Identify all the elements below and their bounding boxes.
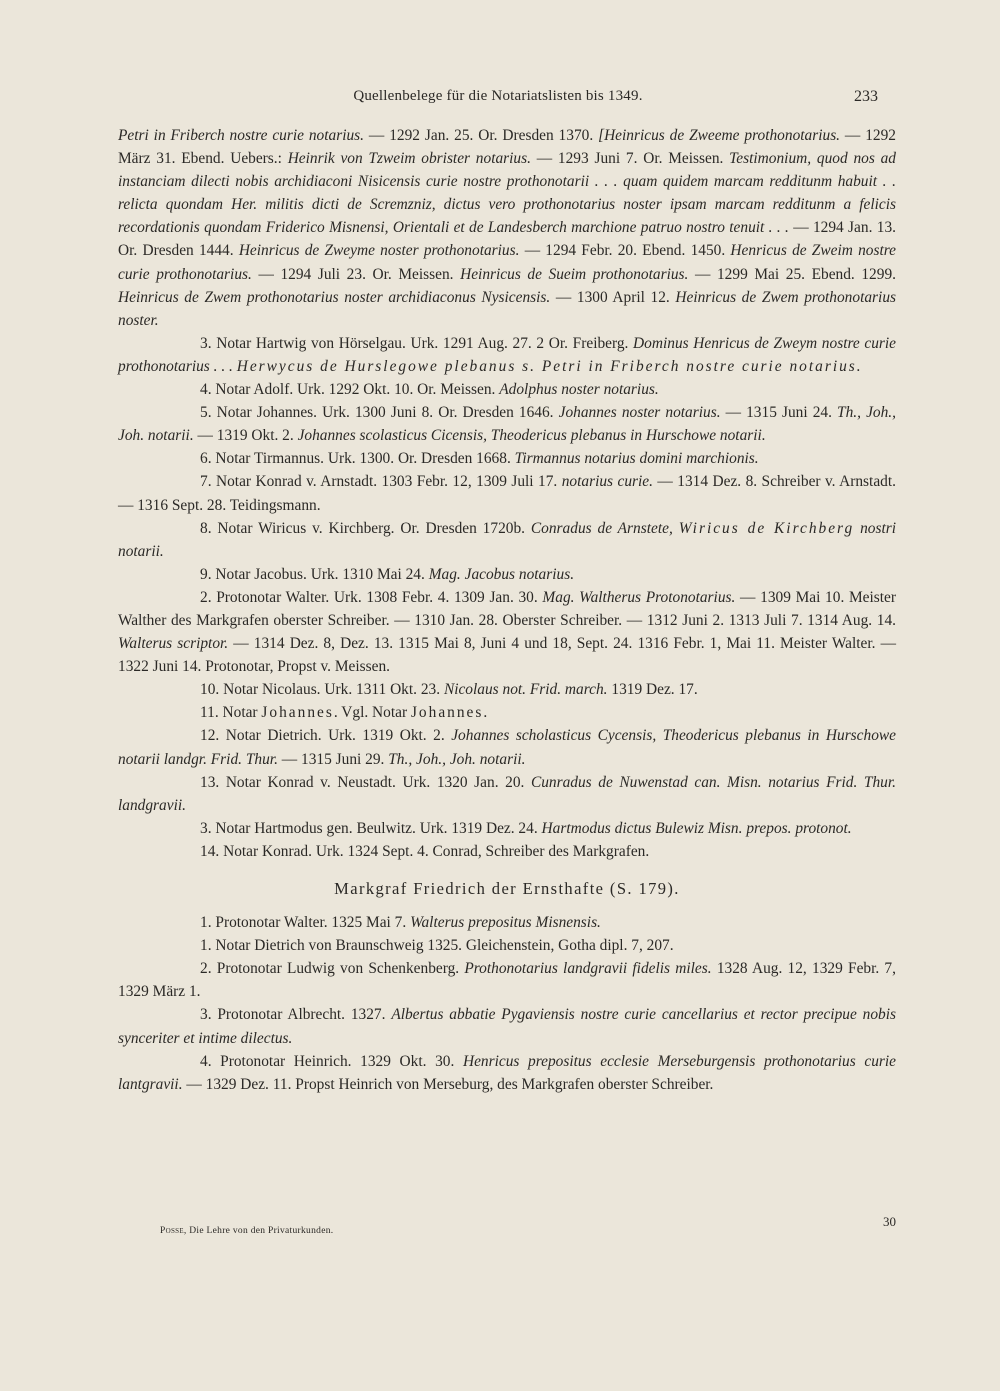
paragraph (118, 771, 896, 817)
text-run: 2. Protonotar Walter. Urk. 1308 Febr. 4. 1309 Jan. 30. (200, 588, 543, 606)
text-run: Markgraf Friedrich der Ernsthafte (S. 179). (334, 879, 680, 898)
text-run: — 1315 Juni 24. (720, 404, 838, 422)
text-run: 1328 Aug. 12, 1329 Febr. 7, 1329 März 1. (118, 960, 896, 1001)
latin-quote: Prothonotarius landgravii fidelis miles. (464, 960, 712, 978)
latin-quote: Conradus de Arnstete, (530, 519, 679, 537)
latin-quote: notarius curie. (561, 473, 653, 491)
text-run: — 1299 Mai 25. Ebend. 1299. (688, 265, 896, 283)
paragraph (118, 401, 896, 447)
latin-quote: Th., Joh., Joh. notarii. (388, 750, 526, 768)
text-run: — 1294 Jan. 13. Or. Dresden 1444. (118, 219, 896, 260)
latin-quote: Johannes scholasticus Cycensis, Theodericus plebanus in Hurschowe notarii landgr. Frid. Thur. (118, 727, 896, 768)
text-run: — 1315 Juni 29. (277, 750, 389, 768)
latin-quote: nostri notarii. (118, 519, 896, 560)
latin-quote: Mag. Jacobus notarius. (428, 565, 575, 583)
latin-quote: Hartmodus dictus Bulewiz Misn. prepos. protonot. (541, 819, 852, 837)
latin-quote: Herwycus de Hurslegowe plebanus s. Petri in Friberch nostre curie notarius. (236, 357, 863, 375)
paragraph (118, 517, 896, 563)
paragraph (118, 817, 896, 840)
running-title: Quellenbelege für die Notariatslisten bis 1349. (353, 88, 643, 104)
latin-quote: Heinricus de Zweyme noster prothonotarius. (238, 242, 520, 260)
body-text (118, 124, 896, 1096)
latin-quote: Tirmannus notarius domini marchionis. (514, 450, 759, 468)
latin-quote: Johannes noster notarius. (558, 404, 721, 422)
text-run: 1. Protonotar Walter. 1325 Mai 7. (200, 914, 411, 932)
paragraph (118, 586, 896, 678)
text-run: — 1294 Febr. 20. Ebend. 1450. (519, 242, 731, 260)
latin-quote: Henricus prepositus ecclesie Merseburgensis prothonotarius curie lantgravii. (118, 1052, 897, 1093)
latin-quote: Heinricus de Zwem prothonotarius noster archidiaconus Nysicensis. (118, 288, 551, 306)
text-run: Johannes (261, 704, 334, 722)
page-number: 233 (854, 88, 878, 105)
paragraph (118, 563, 896, 586)
latin-quote: Dominus Henricus de Zweym nostre curie prothonotarius . . . (118, 334, 896, 375)
footer-title: Die Lehre von den Privaturkunden. (186, 1226, 334, 1236)
text-run: 4. Protonotar Heinrich. 1329 Okt. 30. (200, 1052, 463, 1070)
sheet-signature: 30 (883, 1214, 896, 1229)
latin-quote: Walterus scriptor. (118, 635, 229, 653)
text-run: . (483, 704, 488, 722)
paragraph (118, 447, 896, 470)
text-run: — 1292 Jan. 25. Or. Dresden 1370. (364, 127, 599, 144)
latin-quote: Walterus prepositus Misnensis. (410, 914, 601, 932)
paragraph (118, 1050, 896, 1096)
latin-quote: Albertus abbatie Pygaviensis nostre curie cancellarius et rector precipue nobis synceriter et intime dilectus. (118, 1006, 896, 1047)
paragraph (118, 911, 896, 934)
latin-quote: Johannes scolasticus Cicensis, Theodericus plebanus in Hurschowe notarii. (297, 427, 766, 445)
text-run: Johannes (410, 704, 484, 722)
text-run: 3. Notar Hartwig von Hörselgau. Urk. 1291 Aug. 27. 2 Or. Freiberg. (200, 334, 634, 352)
text-run: . Vgl. Notar (333, 704, 411, 722)
text-run: 12. Notar Dietrich. Urk. 1319 Okt. 2. (200, 727, 452, 745)
latin-quote: Adolphus noster notarius. (499, 381, 659, 399)
text-run: 1319 Dez. 17. (607, 681, 698, 699)
text-run: 5. Notar Johannes. Urk. 1300 Juni 8. Or. Dresden 1646. (200, 404, 559, 422)
latin-quote: Heinrik von Tzweim obrister notarius. (287, 150, 531, 168)
text-run: 9. Notar Jacobus. Urk. 1310 Mai 24. (200, 565, 429, 583)
latin-quote: Heinricus de Zwem prothonotarius noster. (118, 288, 896, 329)
text-run: 7. Notar Konrad v. Arnstadt. 1303 Febr. 12, 1309 Juli 17. (200, 473, 562, 491)
latin-quote: Heinricus de Sueim prothonotarius. (460, 265, 689, 283)
paragraph (118, 378, 896, 401)
text-run: — 1294 Juli 23. Or. Meissen. (251, 265, 461, 283)
text-run: — 1300 April 12. (550, 288, 676, 306)
latin-quote: Mag. Waltherus Protonotarius. (542, 588, 736, 606)
text-run: — 1309 Mai 10. Meister Walther des Markgrafen oberster Schreiber. — 1310 Jan. 28. Oberster Schreiber. — 1312 Juni 2. 1313 Juli 7. 1314 Aug. 14. (118, 588, 896, 629)
footer-author: Posse, (160, 1226, 187, 1236)
paragraph (118, 470, 896, 516)
paragraph (118, 332, 896, 378)
latin-quote: Wiricus de Kirchberg (678, 519, 855, 537)
paragraph (118, 124, 896, 332)
text-run: 3. Notar Hartmodus gen. Beulwitz. Urk. 1319 Dez. 24. (200, 819, 542, 837)
footer-imprint (160, 1226, 333, 1236)
page-header (118, 88, 878, 112)
paragraph (118, 840, 896, 863)
latin-quote: Th., Joh., Joh. notarii. (118, 404, 896, 445)
text-run: 1. Notar Dietrich von Braunschweig 1325. Gleichenstein, Gotha dipl. 7, 207. (200, 937, 674, 955)
paragraph (118, 957, 896, 1003)
paragraph (118, 934, 896, 957)
latin-quote: Testimonium, quod nos ad instanciam dilecti nobis archidiaconi Nisicensis curie nostre prothonotarii . . . quam quidem marcam redditunm habuit . . relicta quondam Her. militis dicti de Scremzniz, dictus vero prothonotarius noster ipsam marcam redditunm a felicis recordationis quondam Friderico Misnensi, Orientali et de Landesberch marchione patruo nostro tenuit . . . (118, 150, 896, 237)
text-run: 4. Notar Adolf. Urk. 1292 Okt. 10. Or. Meissen. (200, 381, 500, 399)
text-run: — 1314 Dez. 8. Schreiber v. Arnstadt. — 1316 Sept. 28. Teidingsmann. (118, 473, 896, 514)
text-run: 8. Notar Wiricus v. Kirchberg. Or. Dresden 1720b. (200, 519, 531, 537)
text-run: — 1314 Dez. 8, Dez. 13. 1315 Mai 8, Juni 4 und 18, Sept. 24. 1316 Febr. 1, Mai 11. Meister Walter. — 1322 Juni 14. Protonotar, Propst v. Meissen. (118, 635, 897, 676)
latin-quote: Petri in Friberch nostre curie notarius. (118, 127, 365, 144)
section-heading (118, 877, 896, 900)
paragraph (118, 678, 896, 701)
text-run: 14. Notar Konrad. Urk. 1324 Sept. 4. Conrad, Schreiber des Markgrafen. (200, 842, 650, 860)
text-run: 2. Protonotar Ludwig von Schenkenberg. (200, 960, 465, 978)
text-run: — 1319 Okt. 2. (193, 427, 298, 445)
latin-quote: Nicolaus not. Frid. march. (443, 681, 608, 699)
text-run: 10. Notar Nicolaus. Urk. 1311 Okt. 23. (200, 681, 444, 699)
text-run: 11. Notar (200, 704, 262, 722)
text-run: 3. Protonotar Albrecht. 1327. (200, 1006, 392, 1024)
text-run: 13. Notar Konrad v. Neustadt. Urk. 1320 Jan. 20. (200, 773, 531, 791)
latin-quote: Cunradus de Nuwenstad can. Misn. notarius Frid. Thur. landgravii. (118, 773, 896, 814)
paragraph (118, 1003, 896, 1049)
latin-quote: [Heinricus de Zweeme prothonotarius. (598, 127, 841, 144)
text-run: — 1293 Juni 7. Or. Meissen. (530, 150, 730, 168)
text-run: — 1292 März 31. Ebend. Uebers.: (118, 127, 896, 168)
text-run: — 1329 Dez. 11. Propst Heinrich von Merseburg, des Markgrafen oberster Schreiber. (182, 1075, 714, 1093)
paragraph (118, 701, 896, 724)
latin-quote: Henricus de Zweim nostre curie prothonotarius. (118, 242, 896, 283)
paragraph (118, 724, 896, 770)
text-run: 6. Notar Tirmannus. Urk. 1300. Or. Dresden 1668. (200, 450, 515, 468)
